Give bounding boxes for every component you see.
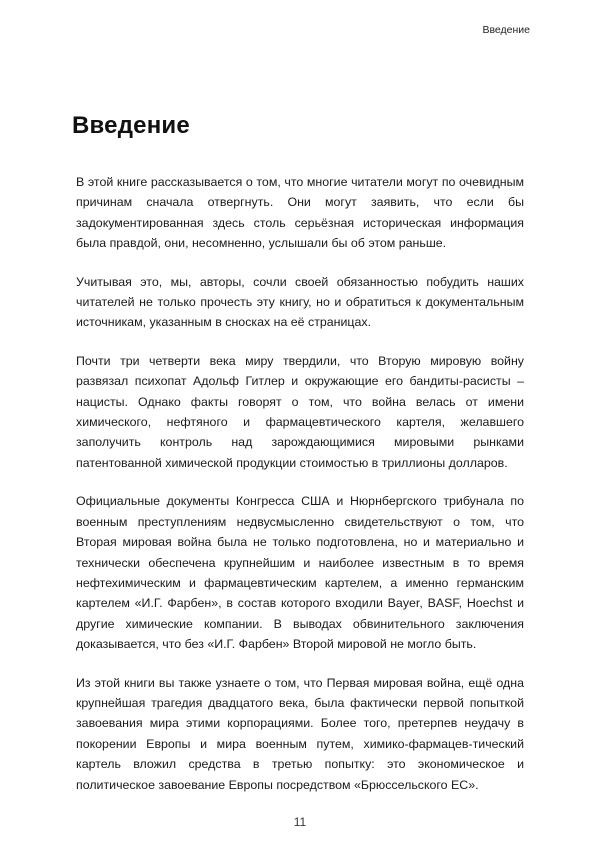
body-text xyxy=(76,172,524,813)
chapter-title: Введение xyxy=(72,112,190,139)
paragraph-3: Почти три четверти века миру твердили, что Вторую мировую войну развязал психопат Адольф Гитлер и окружающие его бандиты-расисты – нацисты. Однако факты говорят о том, что война велась от имени химического, нефтяного и фармацевтического картеля, желавшего заполучить контроль над зарождающимися мировыми рынками патентованной химической продукции стоимостью в триллионы долларов. xyxy=(76,353,524,470)
page-number: 11 xyxy=(293,815,307,829)
paragraph-1: В этой книге рассказывается о том, что многие читатели могут по очевидным причинам сначала отвергнуть. Они могут заявить, что если бы задокументированная здесь столь серьёзная историческая информация была правдой, они, несомненно, услышали бы об этом раньше. xyxy=(76,175,524,251)
paragraph-2: Учитывая это, мы, авторы, сочли своей обязанностью побудить наших читателей не только прочесть эту книгу, но и обратиться к документальным источникам, указанным в сносках на её страницах. xyxy=(76,274,524,330)
paragraph-5: Из этой книги вы также узнаете о том, что Первая мировая война, ещё одна крупнейшая трагедия двадцатого века, была фактически первой попыткой завоевания мира этими корпорациями. Более того, претерпев неудачу в покорении Европы и мира военным путем, химико-фармацев-тический картель вложил средства в третью попытку: это экономическое и политическое завоевание Европы посредством «Брюссельского ЕС». xyxy=(76,675,524,792)
paragraph-4: Официальные документы Конгресса США и Нюрнбергского трибунала по военным преступлениям недвусмысленно свидетельствуют о том, что Вторая мировая война была не только подготовлена, но и материально и технически обеспечена крупнейшим и наиболее известным в то время нефтехимическим и фармацевтическим картелем, а именно германским картелем «И.Г. Фарбен», в состав которого входили Bayer, BASF, Hoechst и другие химические компании. В выводах обвинительного заключения доказывается, что без «И.Г. Фарбен» Второй мировой не могло быть. xyxy=(76,494,524,652)
running-header: Введение xyxy=(482,24,530,36)
